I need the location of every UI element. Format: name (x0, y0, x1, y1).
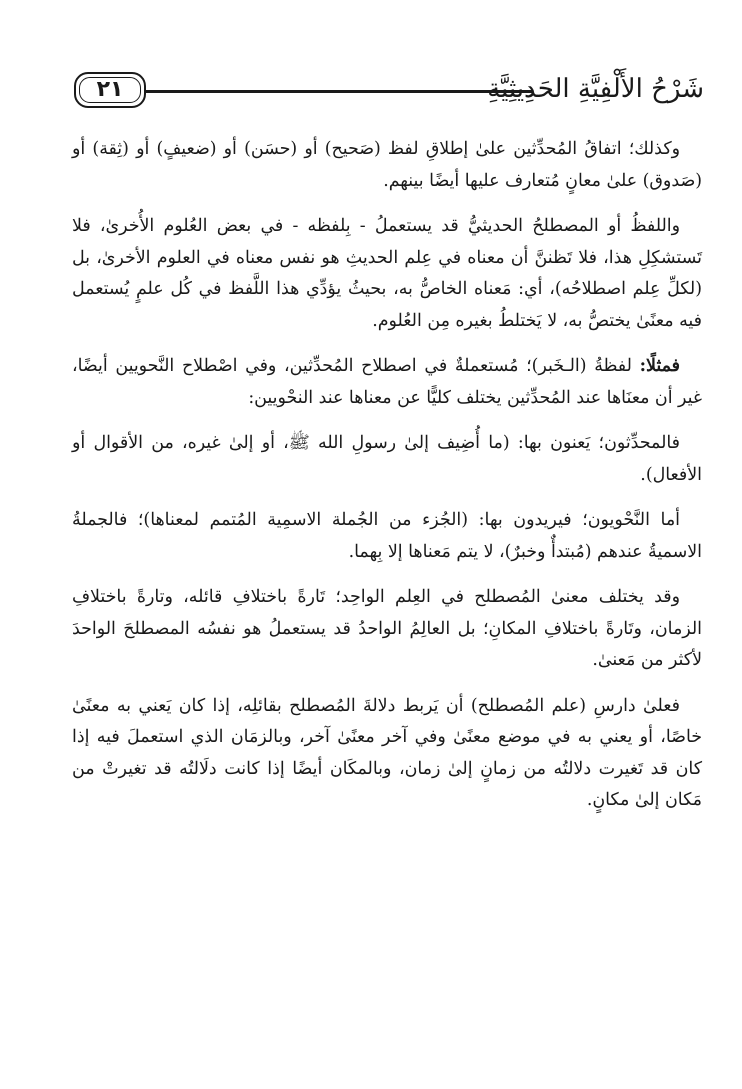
running-header (74, 66, 704, 116)
paragraph-2-text: واللفظُ أو المصطلحُ الحديثيُّ قد يستعملُ - بِلفظه - في بعض العُلوم الأُخرىٰ، فلا تَستشكِلِ هذا، فلا تَظننَّ أن معناه في عِلم الحديثِ هو نفس معناه في العلوم الأخرىٰ، بل (لكلِّ عِلم اصطلاحُه)، أي: مَعناه الخاصُّ به، بحيثُ يؤدِّي هذا اللَّفظ في كُل علمٍ يُستعمل فيه معنًىٰ يختصُّ به، لا يَختلطُ بغيره مِن العُلوم. (72, 216, 702, 331)
paragraph-7 (72, 691, 702, 817)
paragraph-5-text: أما النَّحْويون؛ فيريدون بها: (الجُزء من الجُملة الاسمِية المُتمم لمعناها)؛ فالجملةُ الاسميةُ عندهم (مُبتدأٌ وخبرٌ)، لا يتم مَعناها إلا بِهما. (72, 510, 702, 562)
paragraph-4 (72, 428, 702, 491)
paragraph-3-text: لفظةُ (الـخَبر)؛ مُستعملةٌ في اصطلاح المُحدِّثين، وفي اصْطلاح النَّحويين أيضًا، غير أن معنَاها عند المُحدِّثين يختلف كليًّا عن معناها عند النحْويين: (72, 356, 702, 408)
paragraph-6-text: وقد يختلف معنىٰ المُصطلح في العِلم الواحِد؛ تَارةً باختلافِ قائله، وتارةً باختلافِ الزمان، وتَارةً باختلافِ المكانِ؛ بل العالِمُ الواحدُ قد يستعملُ هو نفسُه المصطلحَ الواحدَ لأكثر من مَعنىٰ. (72, 587, 702, 670)
paragraph-2 (72, 211, 702, 337)
body-text (72, 134, 702, 831)
paragraph-3 (72, 351, 702, 414)
paragraph-5 (72, 505, 702, 568)
header-rule (144, 90, 532, 93)
paragraph-1-text: وكذلك؛ اتفاقُ المُحدِّثين علىٰ إطلاقِ لفظ (صَحيح) أو (حسَن) أو (ضعيفٍ) أو (ثِقة) أو (صَدوق) علىٰ معانٍ مُتعارف عليها أيضًا بينهم. (72, 139, 702, 191)
paragraph-6 (72, 582, 702, 677)
book-title: شَرْحُ الأَلْفِيَّةِ الحَدِيثِيَّةِ (487, 74, 704, 104)
paragraph-3-lead: فمثلًا: (639, 356, 680, 376)
paragraph-1 (72, 134, 702, 197)
page-number-frame (74, 72, 146, 108)
paragraph-7-text: فعلىٰ دارسِ (علم المُصطلح) أن يَربط دلالةَ المُصطلح بقائلِه، إذا كان يَعني به معنًىٰ خاصًا، أو يعني به في موضع معنًىٰ وفي آخر معنًىٰ آخر، وبالزمَان الذي استعملَ فيه إذا كان قد تَغيرت دلالتُه من زمانٍ إلىٰ زمان، وبالمكَان أيضًا إذا كانت دلَالتُه قد تغيرتْ من مَكان إلىٰ مكانٍ. (72, 695, 702, 810)
paragraph-4-text: فالمحدِّثون؛ يَعنون بها: (ما أُضِيف إلىٰ رسولِ الله ﷺ، أو إلىٰ غيره، من الأقوال أو الأفعال). (72, 433, 702, 485)
page-number: ٢١ (96, 77, 124, 102)
